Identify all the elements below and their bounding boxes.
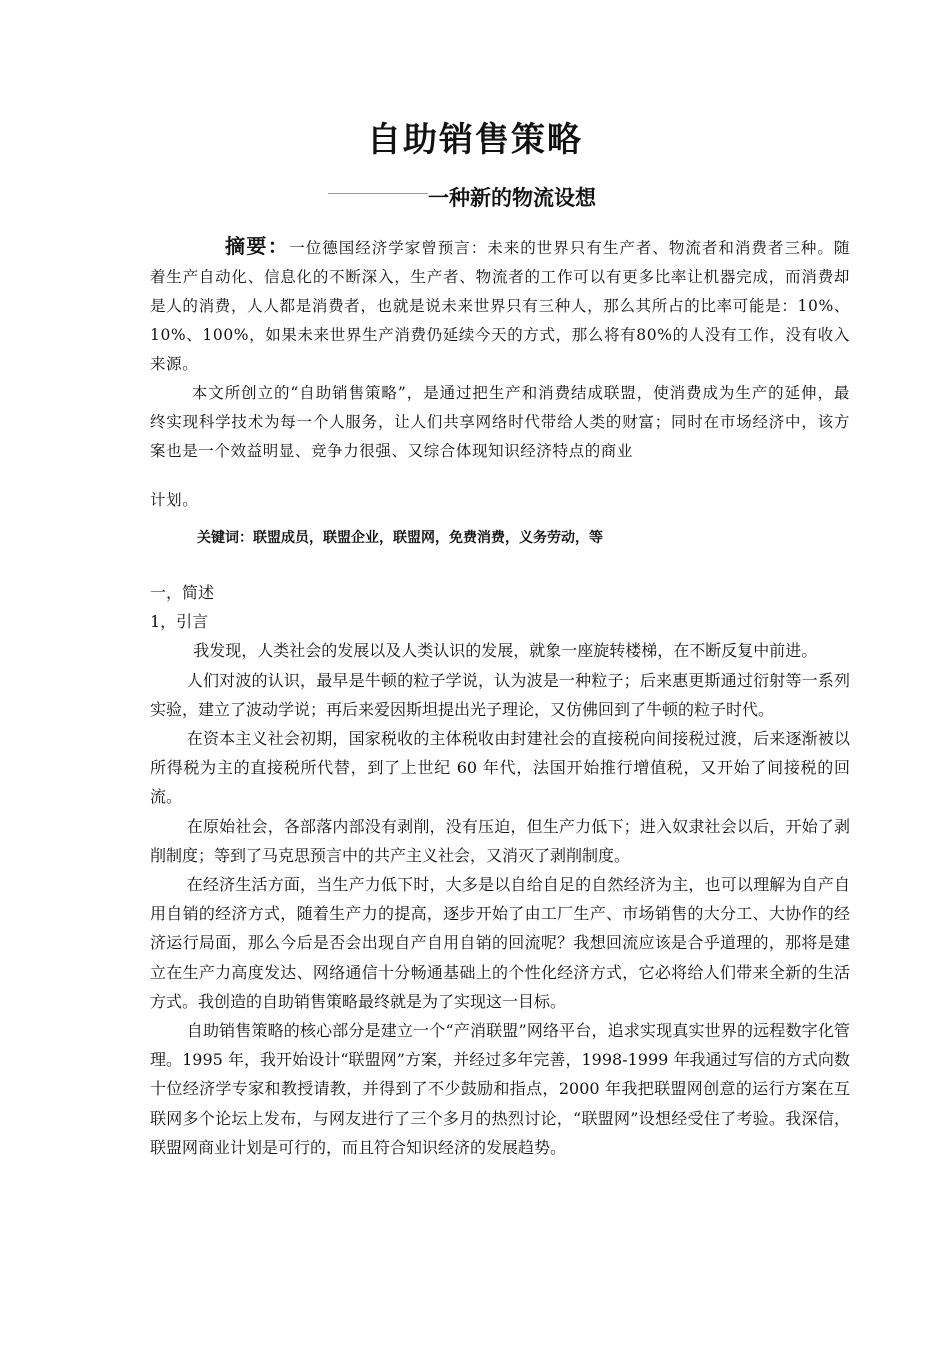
subsection-heading: 1，引言	[150, 612, 209, 632]
body-paragraph-5: 在经济生活方面，当生产力低下时，大多是以自给自足的自然经济为主，也可以理解为自产自用自销的经济方式，随着生产力的提高，逐步开始了由工厂生产、市场销售的大分工、大协作的经济运行局面，那么今后是否会出现自产自用自销的回流呢？我想回流应该是合乎道理的，那将是建立在生产力高度发达、网络通信十分畅通基础上的个性化经济方式，它必将给人们带来全新的生活方式。我创造的自助销售策略最终就是为了实现这一目标。	[150, 875, 850, 1011]
document-subtitle: 一种新的物流设想	[428, 186, 596, 210]
abstract-paragraph-1-text: 一位德国经济学家曾预言：未来的世界只有生产者、物流者和消费者三种。随着生产自动化、信息化的不断深入，生产者、物流者的工作可以有更多比率让机器完成，而消费却是人的消费，人人都是消费者，也就是说未来世界只有三种人，那么其所占的比率可能是：10%、10%、100%，如果未来世界生产消费仍延续今天的方式，那么将有80%的人没有工作，没有收入来源。	[150, 239, 850, 373]
keywords-line: 关键词：联盟成员，联盟企业，联盟网，免费消费，义务劳动，等	[197, 530, 603, 546]
subtitle-dash-rule	[328, 193, 428, 194]
abstract-tail-block	[150, 486, 850, 515]
abstract-block	[150, 232, 850, 466]
abstract-paragraph-2-tail: 计划。	[150, 491, 199, 509]
body-paragraph-1: 我发现，人类社会的发展以及人类认识的发展，就象一座旋转楼梯，在不断反复中前进。	[193, 641, 818, 661]
body-paragraph-6: 自助销售策略的核心部分是建立一个“产消联盟”网络平台，追求实现真实世界的远程数字化管理。1995 年，我开始设计“联盟网”方案，并经过多年完善，1998-1999 年我通过写信的方式向数十位经济学专家和教授请教，并得到了不少鼓励和指点，2000 年我把联盟网创意的运行方案在互联网多个论坛上发布，与网友进行了三个多月的热烈讨论，“联盟网”设想经受住了考验。我深信，联盟网商业计划是可行的，而且符合知识经济的发展趋势。	[150, 1021, 850, 1157]
section-heading: 一，简述	[150, 583, 215, 602]
body-paragraph-2: 人们对波的认识，最早是牛顿的粒子学说，认为波是一种粒子；后来惠更斯通过衍射等一系列实验，建立了波动学说；再后来爱因斯坦提出光子理论，又仿佛回到了牛顿的粒子时代。	[150, 670, 850, 719]
abstract-paragraph-1	[150, 232, 850, 379]
abstract-paragraph-2: 本文所创立的“自助销售策略”，是通过把生产和消费结成联盟，使消费成为生产的延伸，最终实现科学技术为每一个人服务，让人们共享网络时代带给人类的财富；同时在市场经济中，该方案也是一个效益明显、竞争力很强、又综合体现知识经济特点的商业	[150, 384, 850, 460]
abstract-label: 摘要：	[225, 234, 290, 258]
document-title: 自助销售策略	[367, 120, 583, 160]
body-paragraph-4: 在原始社会，各部落内部没有剥削，没有压迫，但生产力低下；进入奴隶社会以后，开始了剥削制度；等到了马克思预言中的共产主义社会，又消灭了剥削制度。	[150, 816, 850, 865]
body-section	[150, 578, 850, 1162]
body-paragraph-3: 在资本主义社会初期，国家税收的主体税收由封建社会的直接税向间接税过渡，后来逐渐被以所得税为主的直接税所代替，到了上世纪 60 年代，法国开始推行增值税，又开始了间接税的回流。	[150, 729, 850, 807]
